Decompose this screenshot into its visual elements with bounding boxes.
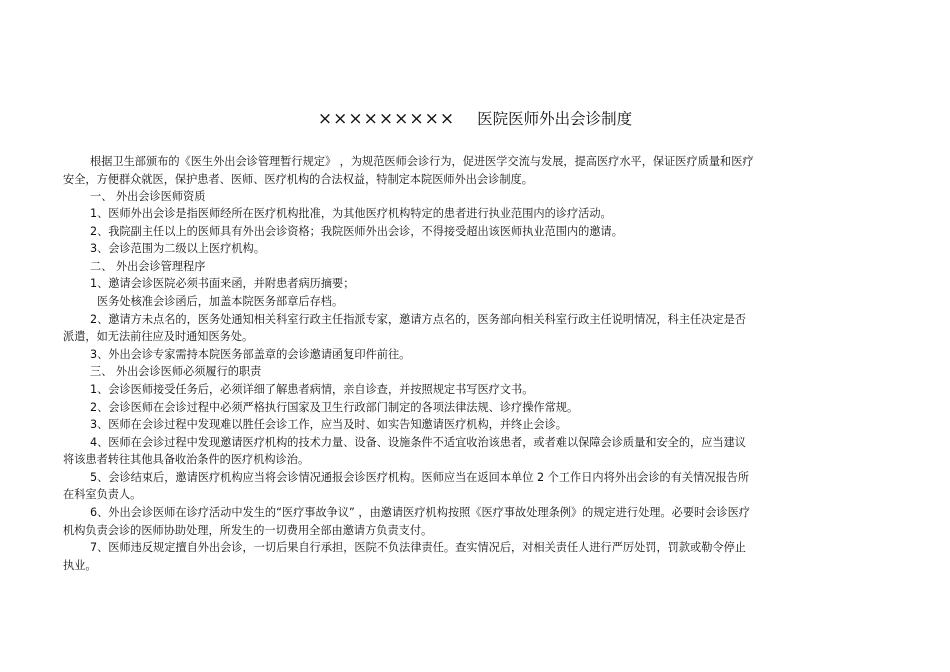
paragraph-line: 1、会诊医师接受任务后，必须详细了解患者病情，亲自诊查，并按照规定书写医疗文书。 xyxy=(90,383,534,396)
paragraph-line: 安全，方便群众就医，保护患者、医师、医疗机构的合法权益，特制定本院医师外出会诊制度。 xyxy=(63,173,533,186)
section-heading: 一、 外出会诊医师资质 xyxy=(90,190,206,203)
paragraph-line: 在科室负责人。 xyxy=(63,488,142,501)
paragraph-line: 2、我院副主任以上的医师具有外出会诊资格；我院医师外出会诊，不得接受超出该医师执业范围内的邀请。 xyxy=(90,225,623,238)
title-redacted-marks: ××××××××× xyxy=(317,109,456,129)
paragraph-line: 5、会诊结束后，邀请医疗机构应当将会诊情况通报会诊医疗机构。医师应当在返回本单位 2 个工作日内将外出会诊的有关情况报告所 xyxy=(90,471,750,484)
paragraph-line: 医务处核准会诊函后，加盖本院医务部章后存档。 xyxy=(97,295,344,308)
paragraph-line: 7、医师违反规定擅自外出会诊，一切后果自行承担，医院不负法律责任。查实情况后，对相关责任人进行严厉处罚，罚款或勒令停止 xyxy=(90,541,746,554)
paragraph-line: 2、会诊医师在会诊过程中必须严格执行国家及卫生行政部门制定的各项法律法规、诊疗操作常规。 xyxy=(90,401,579,414)
paragraph-line: 3、外出会诊专家需持本院医务部盖章的会诊邀请函复印件前往。 xyxy=(90,348,411,361)
title-text: 医院医师外出会诊制度 xyxy=(477,110,633,128)
document-title xyxy=(0,109,950,129)
paragraph-line: 1、医师外出会诊是指医师经所在医疗机构批准，为其他医疗机构特定的患者进行执业范围内的诊疗活动。 xyxy=(90,207,612,220)
paragraph-line: 机构负责会诊的医师协助处理，所发生的一切费用全部由邀请方负责支付。 xyxy=(63,524,433,537)
paragraph-line: 派遣，如无法前往应及时通知医务处。 xyxy=(63,330,254,343)
paragraph-line: 根据卫生部颁布的《医生外出会诊管理暂行规定》 ，为规范医师会诊行为，促进医学交流与发展，提高医疗水平，保证医疗质量和医疗 xyxy=(90,155,754,168)
paragraph-line: 3、医师在会诊过程中发现难以胜任会诊工作，应当及时、如实告知邀请医疗机构，并终止会诊。 xyxy=(90,418,567,431)
section-heading: 二、 外出会诊管理程序 xyxy=(90,260,206,273)
paragraph-line: 将该患者转往其他具备收治条件的医疗机构诊治。 xyxy=(63,453,310,466)
paragraph-line: 1、邀请会诊医院必须书面来函，并附患者病历摘要； xyxy=(90,277,355,290)
paragraph-line: 6、外出会诊医师在诊疗活动中发生的“医疗事故争议” ，由邀请医疗机构按照《医疗事故处理条例》的规定进行处理。必要时会诊医疗 xyxy=(90,506,750,519)
paragraph-line: 执业。 xyxy=(63,559,97,572)
paragraph-line: 2、邀请方未点名的，医务处通知相关科室行政主任指派专家，邀请方点名的，医务部向相关科室行政主任说明情况，科主任决定是否 xyxy=(90,313,746,326)
paragraph-line: 3、会诊范围为二级以上医疗机构。 xyxy=(90,242,265,255)
section-heading: 三、 外出会诊医师必须履行的职责 xyxy=(90,365,262,378)
paragraph-line: 4、医师在会诊过程中发现邀请医疗机构的技术力量、设备、设施条件不适宜收治该患者，或者难以保障会诊质量和安全的，应当建议 xyxy=(90,436,746,449)
